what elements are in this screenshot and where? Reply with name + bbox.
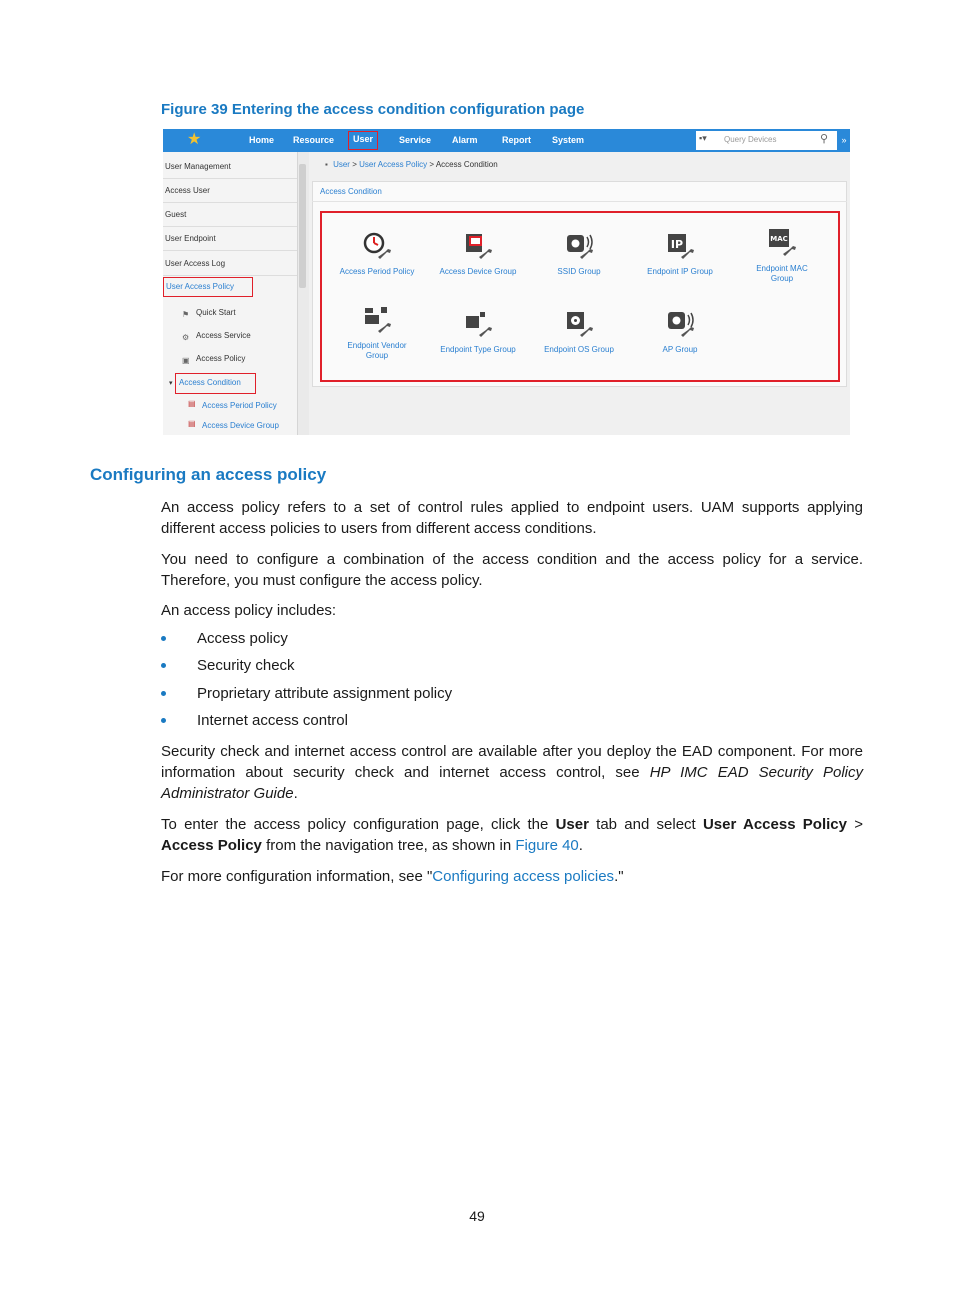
divider [163,178,297,179]
ap-wrench-icon [663,307,697,341]
configuring-access-policies-link[interactable]: Configuring access policies [432,868,615,885]
sidebar-subitem-access-policy[interactable]: Access Policy [196,354,246,363]
tile-access-period-policy[interactable] [327,229,427,277]
device-type-dropdown-icon[interactable]: ▪▾ [699,133,707,143]
ip-wrench-icon [663,229,697,263]
access-period-policy-icon: ▤ [188,399,196,408]
tab-alarm[interactable]: Alarm [452,135,478,145]
paragraph-1: An access policy refers to a set of control rules applied to endpoint users. UAM supports applying different access policies to users from different access conditions. [161,499,863,537]
tab-resource[interactable]: Resource [293,135,335,145]
access-policy-icon: ▣ [182,356,190,365]
guide-title: HP IMC EAD Security Policy Administrator Guide [161,764,863,802]
tab-report[interactable]: Report [502,135,531,145]
access-device-group-icon: ▤ [188,419,196,428]
divider [163,275,297,276]
breadcrumb-access-condition: Access Condition [435,160,498,169]
tab-home[interactable]: Home [249,135,275,145]
bullet-dot [161,663,166,668]
tile-label: Endpoint Vendor Group [347,341,407,360]
tab-system[interactable]: System [552,135,585,145]
expand-chevron-icon[interactable]: » [838,129,850,152]
sidebar-item-user-access-log[interactable]: User Access Log [165,259,226,268]
tile-label: Endpoint Type Group [440,345,516,354]
tile-endpoint-vendor-group[interactable] [327,303,427,361]
tile-endpoint-type-group[interactable] [428,307,528,355]
tile-ssid-group[interactable] [529,229,629,277]
tile-endpoint-ip-group[interactable] [630,229,730,277]
tile-endpoint-os-group[interactable] [529,307,629,355]
bullet-text: Proprietary attribute assignment policy [197,685,453,702]
divider [163,226,297,227]
breadcrumb-user[interactable]: User [333,160,350,169]
figure-caption: Figure 39 Entering the access condition configuration page [161,101,585,118]
sidebar-subitem-access-service[interactable]: Access Service [196,331,251,340]
expanded-caret-icon[interactable]: ▾ [169,380,173,387]
svg-text:IP: IP [670,238,684,251]
svg-text:MAC: MAC [770,235,788,243]
scrollbar-thumb[interactable] [299,164,306,288]
breadcrumb [325,160,498,169]
breadcrumb-home-icon: ▪ [325,160,328,169]
tile-endpoint-mac-group[interactable] [732,226,832,284]
sidebar-subitem-quick-start[interactable]: Quick Start [196,308,236,317]
device-wrench-icon [461,229,495,263]
sidebar-subsubitem-access-device-group[interactable]: Access Device Group [202,421,279,430]
tile-label: Endpoint IP Group [647,267,713,276]
section-heading: Configuring an access policy [90,465,327,484]
bullet-text: Access policy [197,630,288,647]
sidebar-item-user-endpoint[interactable]: User Endpoint [165,234,216,243]
sidebar-item-guest[interactable]: Guest [165,210,187,219]
vendor-wrench-icon [360,303,394,337]
divider [163,202,297,203]
figure-40-link[interactable]: Figure 40 [515,837,579,854]
screenshot-figure [163,129,850,435]
tile-label: Endpoint MAC Group [756,264,808,283]
wireless-wrench-icon [562,229,596,263]
divider [312,201,847,202]
sidebar-subitem-access-condition[interactable]: Access Condition [175,373,256,394]
paragraph-6: For more configuration information, see "Configuring access policies." [161,868,624,885]
type-wrench-icon [461,307,495,341]
tile-ap-group[interactable] [630,307,730,355]
tile-label: Endpoint OS Group [544,345,614,354]
paragraph-2: You need to configure a combination of the access condition and the access policy for a service. Therefore, you must configure the access policy. [161,551,863,589]
panel-title: Access Condition [320,187,382,196]
favorites-star-icon[interactable]: ★ [187,131,202,148]
paragraph-3: An access policy includes: [161,602,337,619]
search-icon[interactable]: ⚲ [820,133,829,145]
tile-label: AP Group [662,345,698,354]
bullet-text: Internet access control [197,712,348,729]
sidebar-item-user-access-policy[interactable]: User Access Policy [163,277,253,297]
paragraph-4: Security check and internet access control are available after you deploy the EAD component. For more information about security check and internet access control, see HP IMC EAD Security Policy Administrator Guide. [161,743,863,802]
bullet-dot [161,636,166,641]
sidebar-item-user-management[interactable]: User Management [165,162,231,171]
quick-start-icon: ⚑ [182,310,190,319]
os-wrench-icon [562,307,596,341]
breadcrumb-separator: > [429,160,435,169]
tile-label: Access Device Group [439,267,517,276]
bullet-dot [161,691,166,696]
breadcrumb-separator: > [352,160,357,169]
access-service-icon: ⚙ [182,333,190,342]
divider [163,250,297,251]
sidebar-subsubitem-access-period-policy[interactable]: Access Period Policy [202,401,277,410]
page-number: 49 [469,1208,485,1224]
query-devices-search[interactable] [696,131,837,150]
paragraph-5: To enter the access policy configuration page, click the User tab and select User Access Policy > Access Policy from the navigation tree, as shown in Figure 40. [161,816,864,854]
tile-access-device-group[interactable] [428,229,528,277]
tab-user[interactable]: User [348,131,378,150]
bullet-text: Security check [197,657,295,674]
bullet-dot [161,718,166,723]
tile-label: Access Period Policy [339,267,415,276]
breadcrumb-user-access-policy[interactable]: User Access Policy [359,160,428,169]
tile-label: SSID Group [557,267,601,276]
sidebar-item-access-user[interactable]: Access User [165,186,210,195]
mac-wrench-icon [765,226,799,260]
clock-wrench-icon [360,229,394,263]
tab-service[interactable]: Service [399,135,432,145]
search-input[interactable]: Query Devices [724,135,777,144]
